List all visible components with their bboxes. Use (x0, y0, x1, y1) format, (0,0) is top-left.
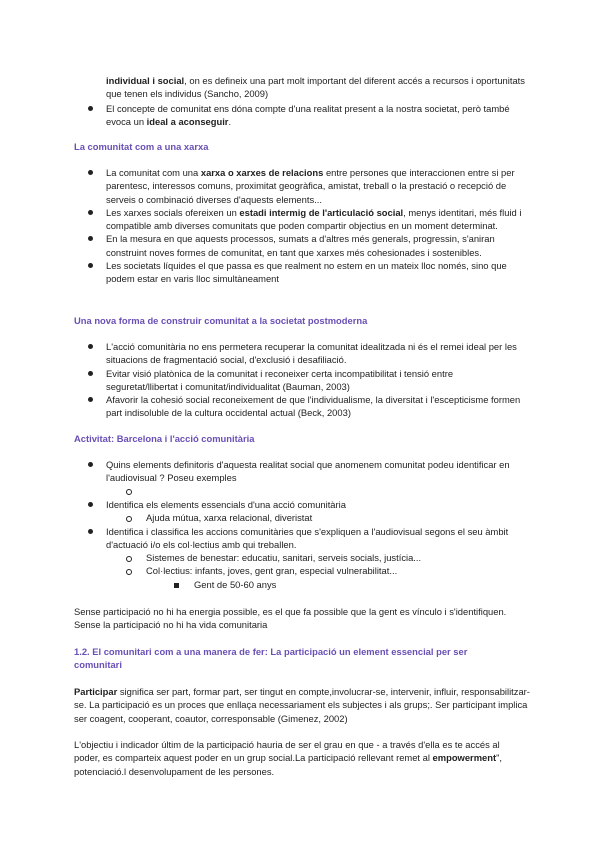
participar-bold: Participar (74, 686, 118, 697)
section1-item-2-post: , menys identitari, més fluid i compatible amb diverses comunitats que poden compartir objectius en un moment determinat. (106, 206, 522, 232)
participar-paragraph (74, 685, 532, 725)
section2-item-1: L'acció comunitària no ens permetera recuperar la comunitat idealitzada ni és el remei ideal per les situacions de fragmentació social, d'exclusió i desafiliació. (106, 340, 526, 367)
objectiu-end: ", potenciació.l desenvolupament de les persones. (74, 752, 503, 777)
intro-item-2-bold: ideal a aconseguir (146, 115, 229, 127)
objectiu-paragraph (74, 738, 526, 778)
section3-list-3 (106, 525, 526, 552)
participation-paragraph: Sense participació no hi ha energia possible, es el que fa possible que la gent es vínculo i s'identifiquen. Sense la participació no hi ha vida comunitaria (74, 606, 507, 631)
empowerment-bold: empowerment (432, 752, 497, 764)
section1-item-1-post: entre persones que interaccionen entre si per parentesc, interessos comuns, proximitat geogràfica, amistat, treball o la prestació o recepció de serveis o combinació diverses d'aquests elements... (106, 167, 515, 205)
section1-item-3-text: En la mesura en que aquests processos, sumats a d'altres més generals, progressin, s'aniran construint noves formes de comunitat, en tant que xarxes més cohesionades i sostenibles. (106, 233, 495, 258)
intro-list (106, 74, 526, 128)
section1-item-1-bold: xarxa o xarxes de relacions (200, 167, 324, 178)
activity-question-2: Identifica els elements essencials d'una acció comunitària (106, 498, 526, 511)
section3-list (106, 458, 526, 485)
q3-sub-sub-bullet (174, 583, 179, 588)
section-heading-participacio: 1.2. El comunitari com a una manera de fer: La participació un element essencial per ser comunitari (74, 646, 468, 671)
intro-item-1 (106, 74, 526, 101)
q3-sub-text-2: Col·lectius: infants, joves, gent gran, especial vulnerabilitat... (146, 565, 398, 576)
section1-item-2-pre: Les xarxes socials ofereixen un (106, 206, 240, 218)
activity-question-3: Identifica i classifica les accions comunitàries que s'expliquen a l'audiovisual segons el seu àmbit d'actuació i/o els col·lectius amb qui treballen. (106, 525, 526, 552)
q3-sub-bullet-2 (126, 569, 132, 575)
section1-item-1-pre: La comunitat com una (106, 167, 201, 178)
section2-list (106, 340, 526, 420)
section-heading-postmoderna: Una nova forma de construir comunitat a la societat postmoderna (74, 315, 368, 326)
q2-sub-bullet (126, 516, 132, 522)
section1-list (106, 166, 526, 286)
section3-list-2 (106, 498, 526, 511)
section1-item-4 (106, 259, 526, 286)
participar-text: significa ser part, formar part, ser tingut en compte,involucrar-se, intervenir, influir, responsabilitzar-se. La participació es un proces que enllaça necessariament els subjectes i als grups;. Ser participant implica ser coagent, cooperant, coautor, corresponsable (Gimenez, 2002) (74, 686, 530, 724)
intro-item-2 (106, 102, 526, 129)
intro-item-1-text: , on es defineix una part molt important del diferent accés a recursos i oportunitats que tenen els individus (Sancho, 2009) (106, 75, 525, 100)
intro-item-2-text: El concepte de comunitat ens dóna compte d'una realitat present a la nostra societat, però també evoca un (106, 102, 510, 127)
intro-item-1-bold: individual i social (106, 75, 185, 86)
section1-item-2-bold: estadi intermig de l'articulació social (239, 206, 404, 218)
q3-sub-sub-text: Gent de 50-60 anys (194, 579, 277, 590)
empty-sub-bullet (126, 489, 132, 495)
q3-sub-bullet-1 (126, 556, 132, 562)
section1-item-3 (106, 232, 526, 259)
objectiu-text: L'objectiu i indicador últim de la participació hauria de ser el grau en que - a través d'ella es te accés al poder, es comparteix aquest poder en un grup social.La participació rellevant remet al (74, 739, 500, 764)
q2-sub-text: Ajuda mútua, xarxa relacional, diveristat (146, 512, 313, 523)
section1-item-1 (106, 166, 526, 206)
intro-item-2-end: . (228, 115, 232, 127)
section-heading-xarxa: La comunitat com a una xarxa (74, 141, 209, 152)
section-heading-activitat: Activitat: Barcelona i l'acció comunitària (74, 433, 255, 444)
section1-item-2 (106, 206, 526, 233)
q3-sub-text-1: Sistemes de benestar: educatiu, sanitari, serveis socials, justícia... (146, 552, 422, 563)
activity-question-1: Quins elements definitoris d'aquesta realitat social que anomenem comunitat podeu identificar en l'audiovisual ? Poseu exemples (106, 458, 526, 485)
section2-item-2: Evitar visió platònica de la comunitat i reconeixer certa incompatibilitat i tensió entre seguretat/llibertat i comunitat/individualitat (Bauman, 2003) (106, 367, 526, 394)
section1-item-4-text: Les societats líquides el que passa es que realment no estem en un mateix lloc només, sino que podem estar en varis lloc simultàneament (106, 260, 507, 285)
section2-item-3: Afavorir la cohesió social reconeixement de que l'individualisme, la diversitat i l'escepticisme formen part indisoluble de la cultura occidental actual (Beck, 2003) (106, 393, 526, 420)
